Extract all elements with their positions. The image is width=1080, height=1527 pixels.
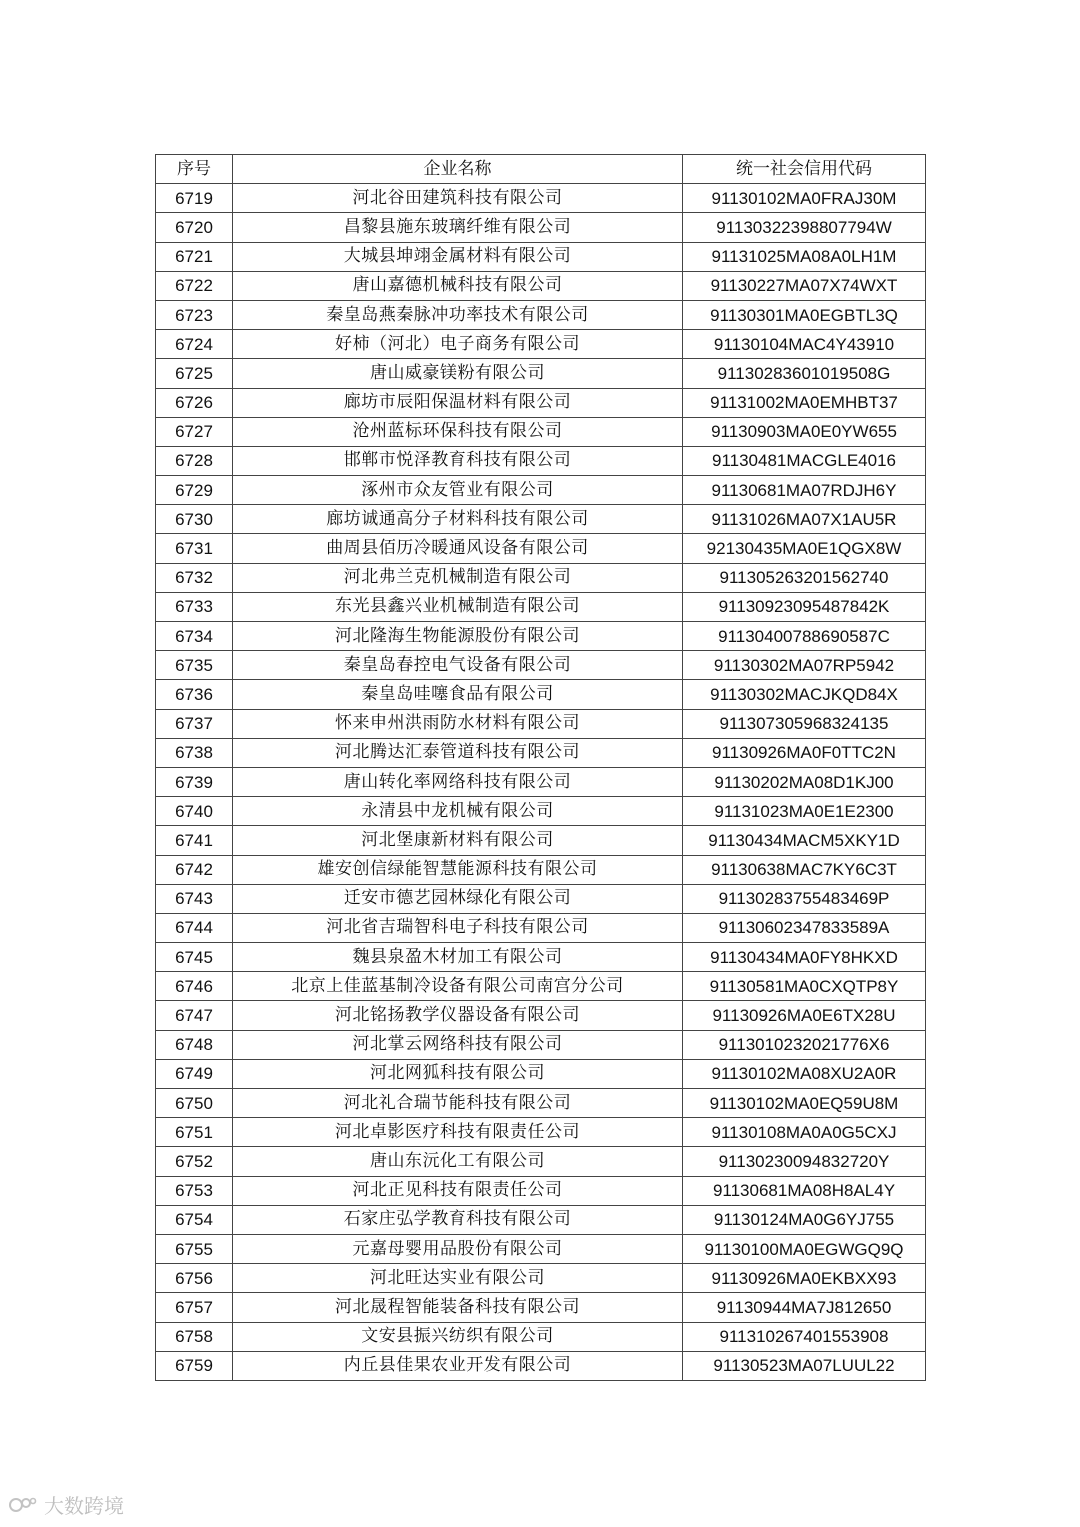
serial-number-cell: 6755 — [156, 1234, 233, 1263]
enterprise-name-cell: 河北腾达汇泰管道科技有限公司 — [233, 738, 683, 767]
credit-code-cell: 91130302MA07RP5942 — [683, 651, 926, 680]
serial-number-cell: 6730 — [156, 505, 233, 534]
table-row — [156, 943, 926, 972]
table-row — [156, 534, 926, 563]
table-row — [156, 913, 926, 942]
serial-number-cell: 6722 — [156, 271, 233, 300]
serial-number-cell: 6724 — [156, 330, 233, 359]
enterprise-name-cell: 河北隆海生物能源股份有限公司 — [233, 622, 683, 651]
enterprise-name-cell: 廊坊市辰阳保温材料有限公司 — [233, 388, 683, 417]
serial-number-cell: 6752 — [156, 1147, 233, 1176]
enterprise-name-cell: 河北谷田建筑科技有限公司 — [233, 184, 683, 213]
serial-number-cell: 6733 — [156, 592, 233, 621]
table-row — [156, 271, 926, 300]
credit-code-cell: 91130102MA08XU2A0R — [683, 1059, 926, 1088]
enterprise-name-cell: 河北堡康新材料有限公司 — [233, 826, 683, 855]
table-row — [156, 1001, 926, 1030]
enterprise-name-cell: 唐山东沅化工有限公司 — [233, 1147, 683, 1176]
serial-number-cell: 6734 — [156, 622, 233, 651]
serial-number-cell: 6748 — [156, 1030, 233, 1059]
credit-code-cell: 91130944MA7J812650 — [683, 1293, 926, 1322]
table-row — [156, 1322, 926, 1351]
credit-code-cell: 91130903MA0E0YW655 — [683, 417, 926, 446]
header-serial-number: 序号 — [156, 155, 233, 184]
table-row — [156, 563, 926, 592]
table-row — [156, 359, 926, 388]
table-row — [156, 855, 926, 884]
serial-number-cell: 6740 — [156, 797, 233, 826]
table-row — [156, 1118, 926, 1147]
table-row — [156, 1030, 926, 1059]
serial-number-cell: 6749 — [156, 1059, 233, 1088]
serial-number-cell: 6754 — [156, 1205, 233, 1234]
table-row — [156, 826, 926, 855]
table-row — [156, 213, 926, 242]
credit-code-cell: 91130202MA08D1KJ00 — [683, 767, 926, 796]
serial-number-cell: 6757 — [156, 1293, 233, 1322]
credit-code-cell: 91131023MA0E1E2300 — [683, 797, 926, 826]
enterprise-name-cell: 永清县中龙机械有限公司 — [233, 797, 683, 826]
enterprise-name-cell: 文安县振兴纺织有限公司 — [233, 1322, 683, 1351]
enterprise-name-cell: 秦皇岛燕秦脉冲功率技术有限公司 — [233, 300, 683, 329]
credit-code-cell: 911307305968324135 — [683, 709, 926, 738]
header-enterprise-name: 企业名称 — [233, 155, 683, 184]
serial-number-cell: 6720 — [156, 213, 233, 242]
serial-number-cell: 6737 — [156, 709, 233, 738]
table-row — [156, 709, 926, 738]
table-row — [156, 1089, 926, 1118]
enterprise-name-cell: 昌黎县施东玻璃纤维有限公司 — [233, 213, 683, 242]
table-row — [156, 505, 926, 534]
credit-code-cell: 91130602347833589A — [683, 913, 926, 942]
table-row — [156, 1351, 926, 1380]
enterprise-name-cell: 河北掌云网络科技有限公司 — [233, 1030, 683, 1059]
credit-code-cell: 91130102MA0FRAJ30M — [683, 184, 926, 213]
credit-code-cell: 91130523MA07LUUL22 — [683, 1351, 926, 1380]
enterprise-name-cell: 秦皇岛春控电气设备有限公司 — [233, 651, 683, 680]
enterprise-name-cell: 东光县鑫兴业机械制造有限公司 — [233, 592, 683, 621]
table-row — [156, 1264, 926, 1293]
enterprise-name-cell: 河北正见科技有限责任公司 — [233, 1176, 683, 1205]
table-row — [156, 417, 926, 446]
serial-number-cell: 6758 — [156, 1322, 233, 1351]
enterprise-name-cell: 河北卓影医疗科技有限责任公司 — [233, 1118, 683, 1147]
credit-code-cell: 91130926MA0F0TTC2N — [683, 738, 926, 767]
enterprise-name-cell: 大城县坤翊金属材料有限公司 — [233, 242, 683, 271]
table-row — [156, 300, 926, 329]
table-row — [156, 651, 926, 680]
serial-number-cell: 6729 — [156, 476, 233, 505]
credit-code-cell: 91130400788690587C — [683, 622, 926, 651]
watermark-text: 大数跨境 — [44, 1494, 124, 1518]
credit-code-cell: 91130434MACM5XKY1D — [683, 826, 926, 855]
serial-number-cell: 6742 — [156, 855, 233, 884]
enterprise-name-cell: 唐山嘉德机械科技有限公司 — [233, 271, 683, 300]
enterprise-name-cell: 沧州蓝标环保科技有限公司 — [233, 417, 683, 446]
enterprise-name-cell: 北京上佳蓝基制冷设备有限公司南宫分公司 — [233, 972, 683, 1001]
table-row — [156, 1234, 926, 1263]
header-credit-code: 统一社会信用代码 — [683, 155, 926, 184]
serial-number-cell: 6732 — [156, 563, 233, 592]
serial-number-cell: 6738 — [156, 738, 233, 767]
enterprise-name-cell: 河北礼合瑞节能科技有限公司 — [233, 1089, 683, 1118]
credit-code-cell: 91130434MA0FY8HKXD — [683, 943, 926, 972]
table-row — [156, 1176, 926, 1205]
credit-code-cell: 91131002MA0EMHBT37 — [683, 388, 926, 417]
enterprise-name-cell: 魏县泉盈木材加工有限公司 — [233, 943, 683, 972]
enterprise-name-cell: 邯郸市悦泽教育科技有限公司 — [233, 446, 683, 475]
serial-number-cell: 6728 — [156, 446, 233, 475]
serial-number-cell: 6735 — [156, 651, 233, 680]
enterprise-name-cell: 河北弗兰克机械制造有限公司 — [233, 563, 683, 592]
serial-number-cell: 6743 — [156, 884, 233, 913]
table-row — [156, 622, 926, 651]
credit-code-cell: 91130301MA0EGBTL3Q — [683, 300, 926, 329]
credit-code-cell: 91130104MAC4Y43910 — [683, 330, 926, 359]
credit-code-cell: 911310267401553908 — [683, 1322, 926, 1351]
credit-code-cell: 91130124MA0G6YJ755 — [683, 1205, 926, 1234]
credit-code-cell: 91130926MA0EKBXX93 — [683, 1264, 926, 1293]
table-row — [156, 884, 926, 913]
credit-code-cell: 91130926MA0E6TX28U — [683, 1001, 926, 1030]
table-row — [156, 680, 926, 709]
table-row — [156, 388, 926, 417]
table-row — [156, 242, 926, 271]
table-body — [156, 184, 926, 1381]
credit-code-cell: 9113010232021776X6 — [683, 1030, 926, 1059]
table-row — [156, 767, 926, 796]
serial-number-cell: 6756 — [156, 1264, 233, 1293]
enterprise-credit-code-table — [155, 154, 926, 1381]
table-row — [156, 738, 926, 767]
serial-number-cell: 6746 — [156, 972, 233, 1001]
serial-number-cell: 6751 — [156, 1118, 233, 1147]
serial-number-cell: 6727 — [156, 417, 233, 446]
serial-number-cell: 6750 — [156, 1089, 233, 1118]
serial-number-cell: 6721 — [156, 242, 233, 271]
table-row — [156, 476, 926, 505]
enterprise-name-cell: 河北旺达实业有限公司 — [233, 1264, 683, 1293]
credit-code-cell: 91131025MA08A0LH1M — [683, 242, 926, 271]
credit-code-cell: 91130230094832720Y — [683, 1147, 926, 1176]
serial-number-cell: 6753 — [156, 1176, 233, 1205]
table-row — [156, 1059, 926, 1088]
credit-code-cell: 91130581MA0CXQTP8Y — [683, 972, 926, 1001]
serial-number-cell: 6741 — [156, 826, 233, 855]
table-row — [156, 1147, 926, 1176]
enterprise-name-cell: 雄安创信绿能智慧能源科技有限公司 — [233, 855, 683, 884]
enterprise-name-cell: 河北省吉瑞智科电子科技有限公司 — [233, 913, 683, 942]
brand-logo-icon — [8, 1495, 38, 1515]
credit-code-cell: 91130681MA08H8AL4Y — [683, 1176, 926, 1205]
enterprise-name-cell: 廊坊诚通高分子材料科技有限公司 — [233, 505, 683, 534]
enterprise-name-cell: 唐山转化率网络科技有限公司 — [233, 767, 683, 796]
table-row — [156, 184, 926, 213]
serial-number-cell: 6731 — [156, 534, 233, 563]
enterprise-name-cell: 好柿（河北）电子商务有限公司 — [233, 330, 683, 359]
enterprise-name-cell: 元嘉母婴用品股份有限公司 — [233, 1234, 683, 1263]
table-row — [156, 797, 926, 826]
serial-number-cell: 6725 — [156, 359, 233, 388]
credit-code-cell: 91130302MACJKQD84X — [683, 680, 926, 709]
registry-sheet — [155, 154, 925, 1381]
table-row — [156, 592, 926, 621]
enterprise-name-cell: 石家庄弘学教育科技有限公司 — [233, 1205, 683, 1234]
credit-code-cell: 92130435MA0E1QGX8W — [683, 534, 926, 563]
credit-code-cell: 911305263201562740 — [683, 563, 926, 592]
enterprise-name-cell: 怀来申州洪雨防水材料有限公司 — [233, 709, 683, 738]
credit-code-cell: 91130227MA07X74WXT — [683, 271, 926, 300]
enterprise-name-cell: 曲周县佰历冷暖通风设备有限公司 — [233, 534, 683, 563]
serial-number-cell: 6723 — [156, 300, 233, 329]
table-row — [156, 1293, 926, 1322]
serial-number-cell: 6745 — [156, 943, 233, 972]
credit-code-cell: 91130102MA0EQ59U8M — [683, 1089, 926, 1118]
serial-number-cell: 6719 — [156, 184, 233, 213]
credit-code-cell: 91130638MAC7KY6C3T — [683, 855, 926, 884]
serial-number-cell: 6759 — [156, 1351, 233, 1380]
serial-number-cell: 6739 — [156, 767, 233, 796]
serial-number-cell: 6747 — [156, 1001, 233, 1030]
credit-code-cell: 91130923095487842K — [683, 592, 926, 621]
credit-code-cell: 91130681MA07RDJH6Y — [683, 476, 926, 505]
table-header-row — [156, 155, 926, 184]
serial-number-cell: 6744 — [156, 913, 233, 942]
table-row — [156, 1205, 926, 1234]
enterprise-name-cell: 河北网狐科技有限公司 — [233, 1059, 683, 1088]
watermark — [8, 1490, 124, 1519]
serial-number-cell: 6726 — [156, 388, 233, 417]
table-row — [156, 446, 926, 475]
credit-code-cell: 91130283755483469P — [683, 884, 926, 913]
table-row — [156, 972, 926, 1001]
credit-code-cell: 91131026MA07X1AU5R — [683, 505, 926, 534]
credit-code-cell: 91130108MA0A0G5CXJ — [683, 1118, 926, 1147]
table-row — [156, 330, 926, 359]
enterprise-name-cell: 秦皇岛哇噻食品有限公司 — [233, 680, 683, 709]
enterprise-name-cell: 河北铭扬教学仪器设备有限公司 — [233, 1001, 683, 1030]
credit-code-cell: 91130481MACGLE4016 — [683, 446, 926, 475]
enterprise-name-cell: 内丘县佳果农业开发有限公司 — [233, 1351, 683, 1380]
credit-code-cell: 91130322398807794W — [683, 213, 926, 242]
enterprise-name-cell: 迁安市德艺园林绿化有限公司 — [233, 884, 683, 913]
credit-code-cell: 91130283601019508G — [683, 359, 926, 388]
serial-number-cell: 6736 — [156, 680, 233, 709]
enterprise-name-cell: 涿州市众友管业有限公司 — [233, 476, 683, 505]
credit-code-cell: 91130100MA0EGWGQ9Q — [683, 1234, 926, 1263]
enterprise-name-cell: 河北晟程智能装备科技有限公司 — [233, 1293, 683, 1322]
enterprise-name-cell: 唐山威豪镁粉有限公司 — [233, 359, 683, 388]
